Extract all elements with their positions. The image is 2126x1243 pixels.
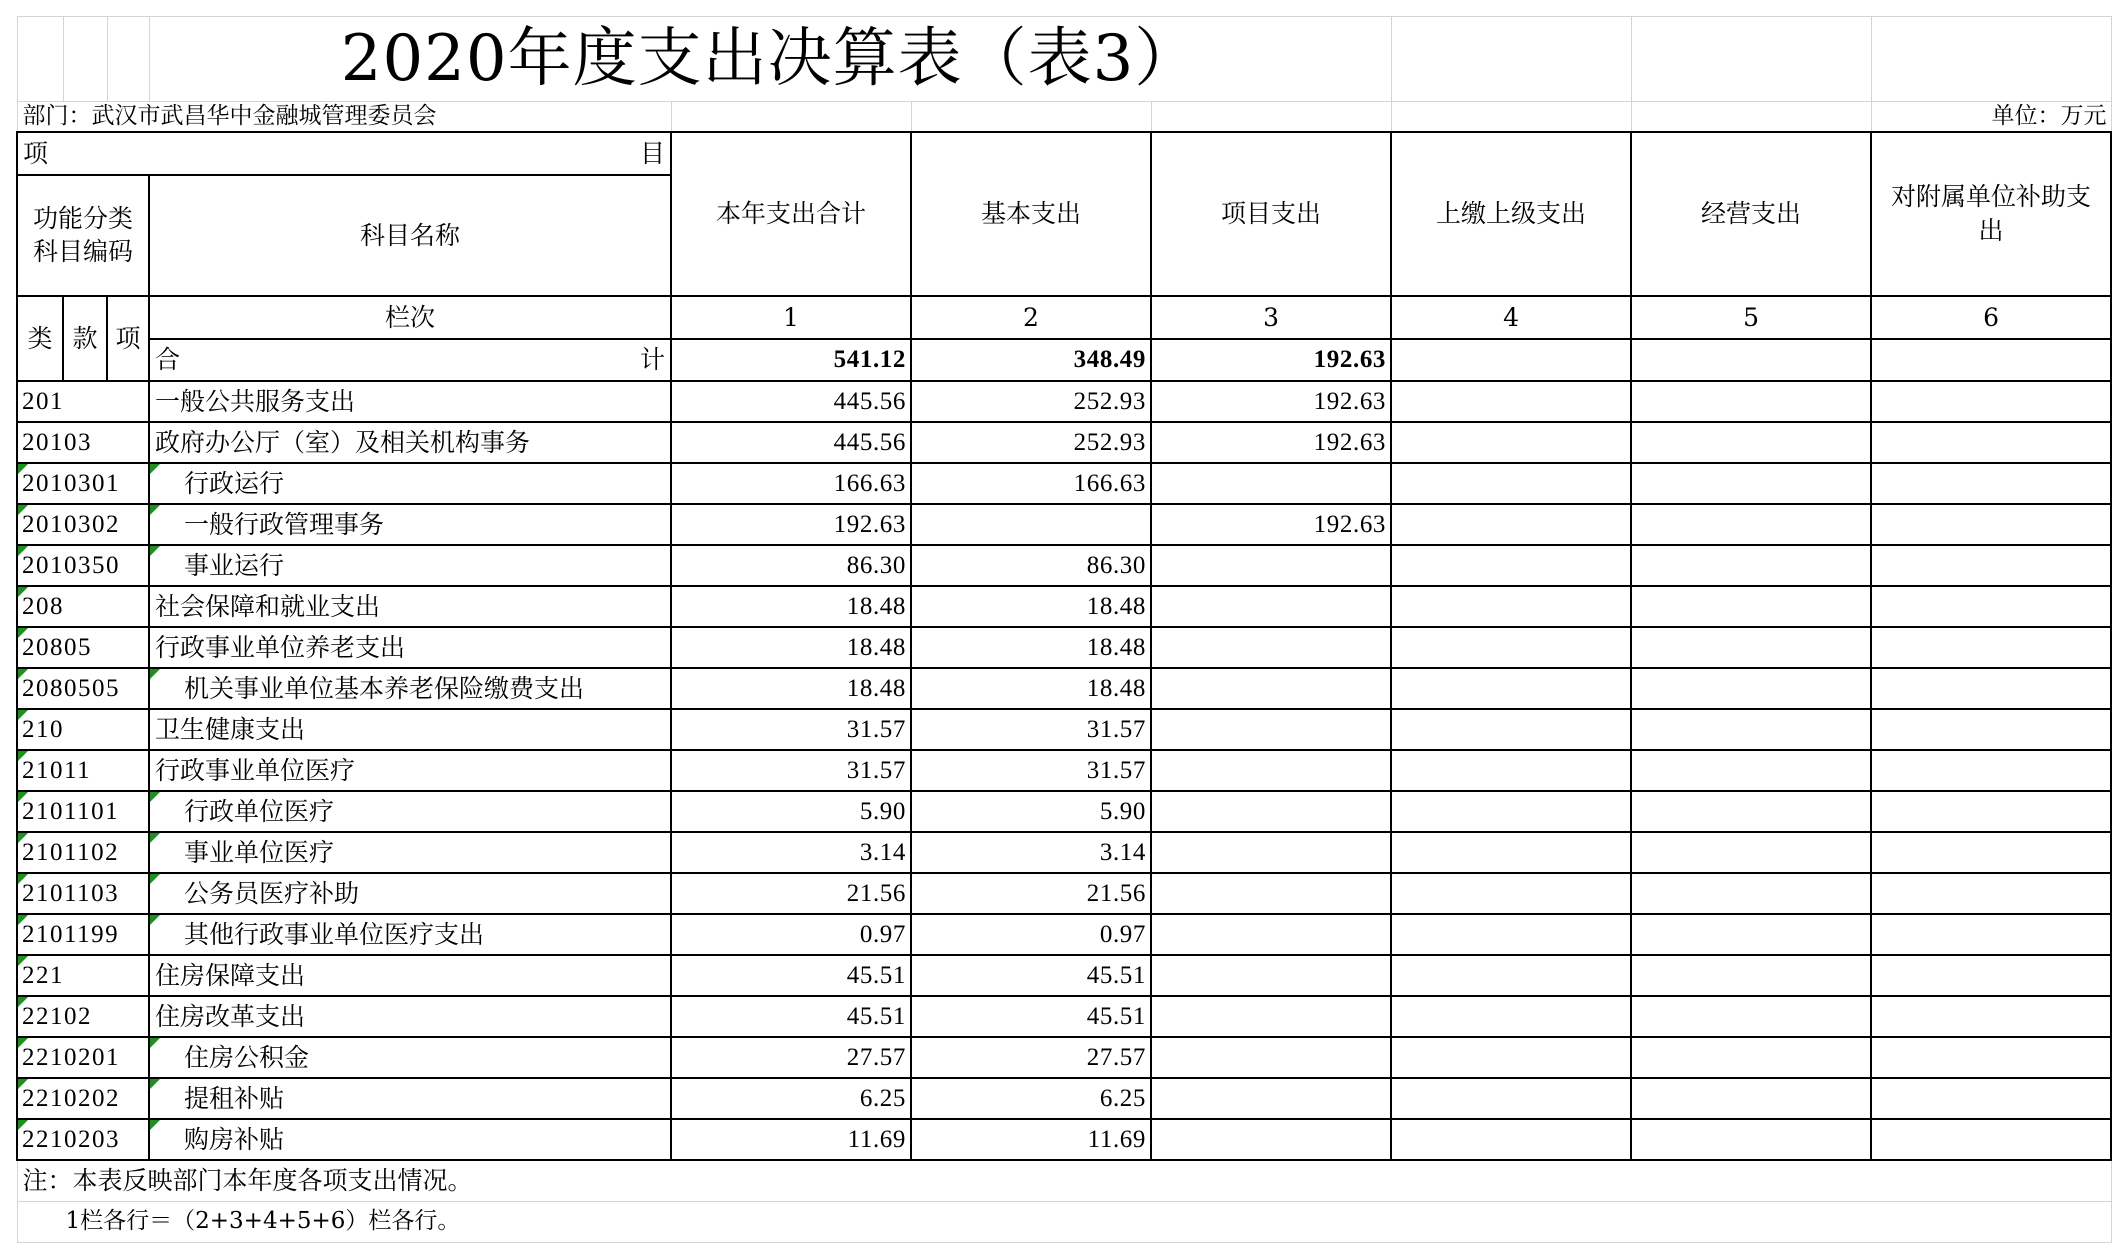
operating-expenditure-cell [1631,586,1871,627]
function-code-cell: 221 [17,955,149,996]
basic-expenditure-cell: 18.48 [911,586,1151,627]
remit-to-superior-cell [1391,463,1631,504]
basic-expenditure-cell: 5.90 [911,791,1151,832]
basic-expenditure-cell: 21.56 [911,873,1151,914]
operating-expenditure-cell [1631,422,1871,463]
total-expenditure-cell: 31.57 [671,750,911,791]
project-expenditure-cell [1151,586,1391,627]
subject-name-cell: 社会保障和就业支出 [149,586,671,627]
table-row [17,668,2111,709]
remit-to-superior-cell [1391,668,1631,709]
subject-name-cell: 公务员医疗补助 [149,873,671,914]
subject-name-cell: 卫生健康支出 [149,709,671,750]
subject-name-cell: 购房补贴 [149,1119,671,1160]
remit-to-superior-cell [1391,832,1631,873]
column-number: 2 [911,296,1151,339]
total-label-left: 合 [155,345,181,374]
table-row [17,873,2111,914]
function-code-cell: 210 [17,709,149,750]
total-expenditure-cell: 192.63 [671,504,911,545]
level-label-category: 类 [17,296,63,381]
function-code-cell: 20103 [17,422,149,463]
function-code-cell: 2101101 [17,791,149,832]
subject-name-cell: 其他行政事业单位医疗支出 [149,914,671,955]
total-expenditure-cell: 3.14 [671,832,911,873]
basic-expenditure-cell [911,504,1151,545]
blank-cell [63,17,107,102]
subsidy-to-affiliates-cell [1871,586,2111,627]
department-label: 部门：武汉市武昌华中金融城管理委员会 [17,102,671,133]
remit-to-superior-cell [1391,914,1631,955]
total-expenditure-cell: 21.56 [671,873,911,914]
header-row [17,132,2111,175]
operating-expenditure-cell [1631,873,1871,914]
basic-expenditure-cell: 252.93 [911,422,1151,463]
title-row [17,17,2111,102]
subsidy-to-affiliates-cell [1871,339,2111,381]
subsidy-to-affiliates-cell [1871,791,2111,832]
total-expenditure-cell: 11.69 [671,1119,911,1160]
project-expenditure-cell [1151,791,1391,832]
blank-cell [911,102,1151,133]
column-number: 5 [1631,296,1871,339]
table-row [17,996,2111,1037]
remit-to-superior-cell [1391,545,1631,586]
operating-expenditure-cell [1631,627,1871,668]
remit-to-superior-cell [1391,750,1631,791]
total-expenditure-cell: 86.30 [671,545,911,586]
function-code-cell: 2010350 [17,545,149,586]
project-expenditure-cell: 192.63 [1151,339,1391,381]
subsidy-to-affiliates-cell [1871,545,2111,586]
department-row [17,102,2111,133]
remit-to-superior-cell [1391,422,1631,463]
subsidy-to-affiliates-cell [1871,381,2111,422]
subject-name-cell: 政府办公厅（室）及相关机构事务 [149,422,671,463]
table-row [17,504,2111,545]
blank-cell [1391,102,1631,133]
note-row [17,1160,2111,1202]
blank-cell [1151,102,1391,133]
function-code-cell: 21011 [17,750,149,791]
remit-to-superior-cell [1391,586,1631,627]
basic-expenditure-cell: 11.69 [911,1119,1151,1160]
total-expenditure-cell: 445.56 [671,381,911,422]
expenditure-final-accounts-table [16,16,2112,1243]
operating-expenditure-cell [1631,709,1871,750]
table-row [17,586,2111,627]
project-expenditure-cell [1151,914,1391,955]
subsidy-to-affiliates-cell [1871,1037,2111,1078]
project-expenditure-cell [1151,996,1391,1037]
remit-to-superior-cell [1391,381,1631,422]
function-code-cell: 2101103 [17,873,149,914]
subject-name-cell: 行政运行 [149,463,671,504]
project-expenditure-cell [1151,668,1391,709]
table-row [17,545,2111,586]
project-expenditure-cell [1151,832,1391,873]
subject-name-cell: 住房公积金 [149,1037,671,1078]
table-row [17,422,2111,463]
column-number: 3 [1151,296,1391,339]
subject-name-cell: 事业单位医疗 [149,832,671,873]
remit-to-superior-cell [1391,504,1631,545]
column-header-project-expenditure: 项目支出 [1151,132,1391,296]
operating-expenditure-cell [1631,832,1871,873]
column-header-total-expenditure: 本年支出合计 [671,132,911,296]
operating-expenditure-cell [1631,545,1871,586]
subsidy-to-affiliates-cell [1871,873,2111,914]
table-row [17,955,2111,996]
column-header-operating-expenditure: 经营支出 [1631,132,1871,296]
operating-expenditure-cell [1631,1078,1871,1119]
operating-expenditure-cell [1631,463,1871,504]
basic-expenditure-cell: 45.51 [911,955,1151,996]
basic-expenditure-cell: 18.48 [911,627,1151,668]
total-expenditure-cell: 45.51 [671,996,911,1037]
function-code-cell: 2080505 [17,668,149,709]
unit-label: 单位：万元 [1871,102,2111,133]
remit-to-superior-cell [1391,996,1631,1037]
project-expenditure-cell [1151,627,1391,668]
level-label-item: 项 [107,296,149,381]
function-code-cell: 20805 [17,627,149,668]
function-code-cell: 2210203 [17,1119,149,1160]
subsidy-to-affiliates-cell [1871,709,2111,750]
basic-expenditure-cell: 31.57 [911,750,1151,791]
column-number: 1 [671,296,911,339]
remit-to-superior-cell [1391,339,1631,381]
operating-expenditure-cell [1631,996,1871,1037]
project-expenditure-cell [1151,545,1391,586]
subject-name-cell: 住房保障支出 [149,955,671,996]
subsidy-to-affiliates-cell [1871,668,2111,709]
basic-expenditure-cell: 27.57 [911,1037,1151,1078]
project-expenditure-cell [1151,1078,1391,1119]
operating-expenditure-cell [1631,504,1871,545]
basic-expenditure-cell: 3.14 [911,832,1151,873]
remit-to-superior-cell [1391,955,1631,996]
total-row [17,339,2111,381]
subject-name-cell: 提租补贴 [149,1078,671,1119]
page-title: 2020年度支出决算表（表3） [149,17,1391,102]
subsidy-to-affiliates-cell [1871,1119,2111,1160]
subsidy-to-affiliates-cell [1871,750,2111,791]
function-code-cell: 22102 [17,996,149,1037]
table-row [17,627,2111,668]
function-code-cell: 2101199 [17,914,149,955]
operating-expenditure-cell [1631,668,1871,709]
subject-name-cell: 机关事业单位基本养老保险缴费支出 [149,668,671,709]
remit-to-superior-cell [1391,1078,1631,1119]
project-expenditure-cell: 192.63 [1151,422,1391,463]
function-code-cell: 2010302 [17,504,149,545]
remit-to-superior-cell [1391,873,1631,914]
basic-expenditure-cell: 348.49 [911,339,1151,381]
function-code-cell: 2101102 [17,832,149,873]
subject-name-cell: 事业运行 [149,545,671,586]
operating-expenditure-cell [1631,955,1871,996]
table-row [17,914,2111,955]
operating-expenditure-cell [1631,791,1871,832]
subsidy-to-affiliates-cell [1871,1078,2111,1119]
note-text: 注：本表反映部门本年度各项支出情况。 [17,1160,2111,1202]
table-row [17,791,2111,832]
total-expenditure-cell: 6.25 [671,1078,911,1119]
subject-name-cell: 行政单位医疗 [149,791,671,832]
column-number: 4 [1391,296,1631,339]
remit-to-superior-cell [1391,1037,1631,1078]
total-expenditure-cell: 0.97 [671,914,911,955]
project-expenditure-cell [1151,750,1391,791]
blank-cell [1631,102,1871,133]
total-label-cell [149,339,671,381]
project-expenditure-cell [1151,709,1391,750]
project-expenditure-cell: 192.63 [1151,381,1391,422]
total-expenditure-cell: 18.48 [671,668,911,709]
total-expenditure-cell: 445.56 [671,422,911,463]
basic-expenditure-cell: 0.97 [911,914,1151,955]
total-expenditure-cell: 18.48 [671,586,911,627]
item-label-left: 项 [23,138,49,168]
project-expenditure-cell [1151,1119,1391,1160]
remit-to-superior-cell [1391,709,1631,750]
subject-name-cell: 行政事业单位养老支出 [149,627,671,668]
project-expenditure-cell [1151,463,1391,504]
total-expenditure-cell: 166.63 [671,463,911,504]
operating-expenditure-cell [1631,381,1871,422]
operating-expenditure-cell [1631,1119,1871,1160]
subject-name-cell: 一般行政管理事务 [149,504,671,545]
basic-expenditure-cell: 86.30 [911,545,1151,586]
column-header-remit-to-superior: 上缴上级支出 [1391,132,1631,296]
basic-expenditure-cell: 45.51 [911,996,1151,1037]
project-expenditure-cell [1151,955,1391,996]
table-notes [17,1160,2111,1243]
table-row [17,750,2111,791]
note-row [17,1202,2111,1243]
basic-expenditure-cell: 18.48 [911,668,1151,709]
table-row [17,463,2111,504]
column-header-subsidy-to-affiliates: 对附属单位补助支出 [1871,132,2111,296]
basic-expenditure-cell: 166.63 [911,463,1151,504]
column-header-basic-expenditure: 基本支出 [911,132,1151,296]
level-label-section: 款 [63,296,107,381]
basic-expenditure-cell: 31.57 [911,709,1151,750]
subject-name-header: 科目名称 [149,175,671,296]
subject-name-cell: 住房改革支出 [149,996,671,1037]
subsidy-to-affiliates-cell [1871,832,2111,873]
total-expenditure-cell: 27.57 [671,1037,911,1078]
subsidy-to-affiliates-cell [1871,996,2111,1037]
total-label-right: 计 [639,345,665,374]
operating-expenditure-cell [1631,914,1871,955]
operating-expenditure-cell [1631,339,1871,381]
table-row [17,1119,2111,1160]
note-text: 1栏各行＝（2+3+4+5+6）栏各行。 [17,1202,2111,1243]
blank-cell [17,17,63,102]
project-expenditure-cell: 192.63 [1151,504,1391,545]
remit-to-superior-cell [1391,791,1631,832]
item-header-cell [17,132,671,175]
table-row [17,1078,2111,1119]
table-row [17,709,2111,750]
remit-to-superior-cell [1391,1119,1631,1160]
project-expenditure-cell [1151,1037,1391,1078]
total-expenditure-cell: 45.51 [671,955,911,996]
table-row [17,1037,2111,1078]
total-expenditure-cell: 31.57 [671,709,911,750]
project-expenditure-cell [1151,873,1391,914]
blank-cell [107,17,149,102]
column-index-row [17,296,2111,339]
operating-expenditure-cell [1631,1037,1871,1078]
subject-name-cell: 一般公共服务支出 [149,381,671,422]
blank-cell [1871,17,2111,102]
item-label-right: 目 [639,138,665,168]
function-code-cell: 201 [17,381,149,422]
total-expenditure-cell: 5.90 [671,791,911,832]
blank-cell [1631,17,1871,102]
remit-to-superior-cell [1391,627,1631,668]
subsidy-to-affiliates-cell [1871,955,2111,996]
table-row [17,381,2111,422]
function-code-cell: 2210201 [17,1037,149,1078]
function-code-cell: 2010301 [17,463,149,504]
total-expenditure-cell: 541.12 [671,339,911,381]
table-row [17,832,2111,873]
basic-expenditure-cell: 6.25 [911,1078,1151,1119]
function-code-cell: 208 [17,586,149,627]
column-number: 6 [1871,296,2111,339]
table-head [17,17,2111,382]
operating-expenditure-cell [1631,750,1871,791]
column-index-label: 栏次 [149,296,671,339]
function-code-header: 功能分类科目编码 [17,175,149,296]
subsidy-to-affiliates-cell [1871,627,2111,668]
total-expenditure-cell: 18.48 [671,627,911,668]
table-body [17,381,2111,1160]
subsidy-to-affiliates-cell [1871,504,2111,545]
basic-expenditure-cell: 252.93 [911,381,1151,422]
function-code-cell: 2210202 [17,1078,149,1119]
blank-cell [671,102,911,133]
subject-name-cell: 行政事业单位医疗 [149,750,671,791]
subsidy-to-affiliates-cell [1871,463,2111,504]
subsidy-to-affiliates-cell [1871,914,2111,955]
blank-cell [1391,17,1631,102]
subsidy-to-affiliates-cell [1871,422,2111,463]
